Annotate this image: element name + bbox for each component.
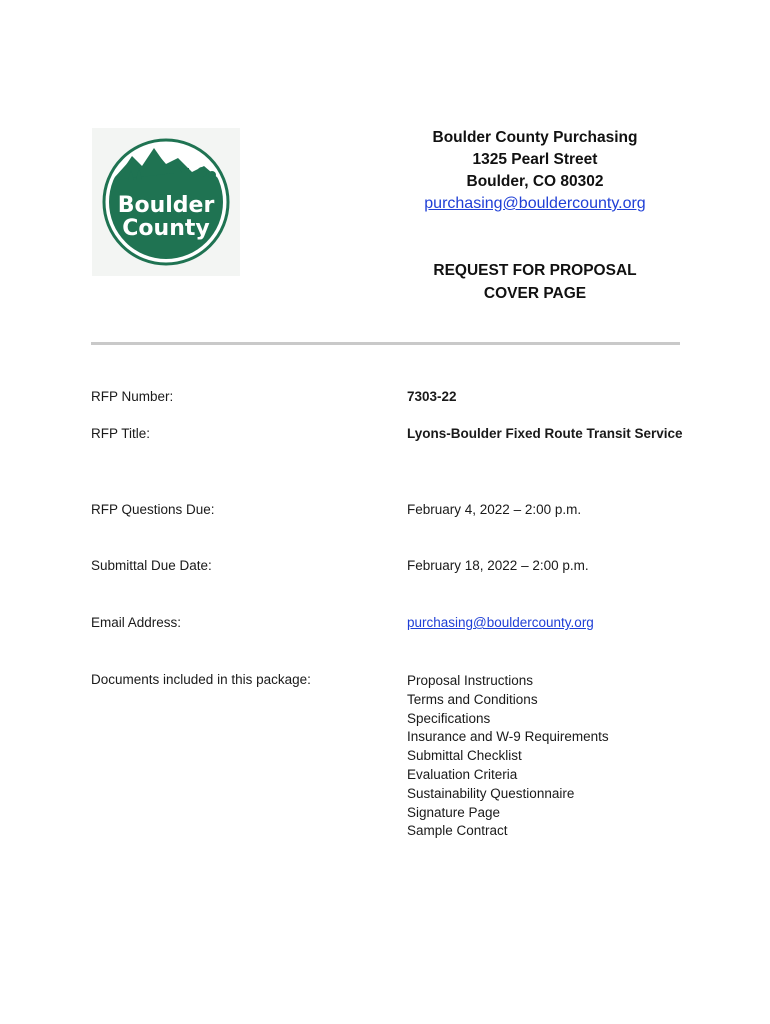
rfp-title-value: Lyons-Boulder Fixed Route Transit Service <box>407 426 683 441</box>
submittal-due-value: February 18, 2022 – 2:00 p.m. <box>407 558 589 573</box>
purchasing-address-block <box>410 127 660 215</box>
logo-seal-icon <box>92 128 240 276</box>
city-state-zip: Boulder, CO 80302 <box>466 173 604 190</box>
list-item: Terms and Conditions <box>407 691 538 707</box>
documents-label: Documents included in this package: <box>91 672 311 687</box>
list-item: Evaluation Criteria <box>407 766 518 782</box>
rfp-title-label: RFP Title: <box>91 426 151 441</box>
street-address: 1325 Pearl Street <box>472 151 598 168</box>
document-title <box>410 259 660 305</box>
boulder-county-logo <box>92 128 240 276</box>
list-item: Specifications <box>407 710 491 726</box>
list-item: Insurance and W-9 Requirements <box>407 729 609 745</box>
title-line2: COVER PAGE <box>483 285 587 302</box>
logo-line1: Boulder <box>117 193 215 218</box>
title-line1: REQUEST FOR PROPOSAL <box>433 262 637 279</box>
list-item: Submittal Checklist <box>407 748 522 764</box>
logo-line2: County <box>122 216 210 241</box>
rfp-number-value: 7303-22 <box>407 389 457 404</box>
list-item: Sustainability Questionnaire <box>407 785 575 801</box>
documents-list <box>407 672 609 841</box>
header-email-link[interactable]: purchasing@bouldercounty.org <box>424 195 646 212</box>
list-item: Proposal Instructions <box>407 673 534 688</box>
submittal-due-label: Submittal Due Date: <box>91 558 212 573</box>
email-link[interactable]: purchasing@bouldercounty.org <box>407 615 594 630</box>
rfp-number-label: RFP Number: <box>91 389 174 404</box>
questions-due-label: RFP Questions Due: <box>91 502 215 517</box>
divider <box>91 342 680 345</box>
list-item: Sample Contract <box>407 823 508 839</box>
email-label: Email Address: <box>91 615 182 630</box>
questions-due-value: February 4, 2022 – 2:00 p.m. <box>407 502 582 517</box>
list-item: Signature Page <box>407 804 501 820</box>
org-name: Boulder County Purchasing <box>432 129 638 146</box>
